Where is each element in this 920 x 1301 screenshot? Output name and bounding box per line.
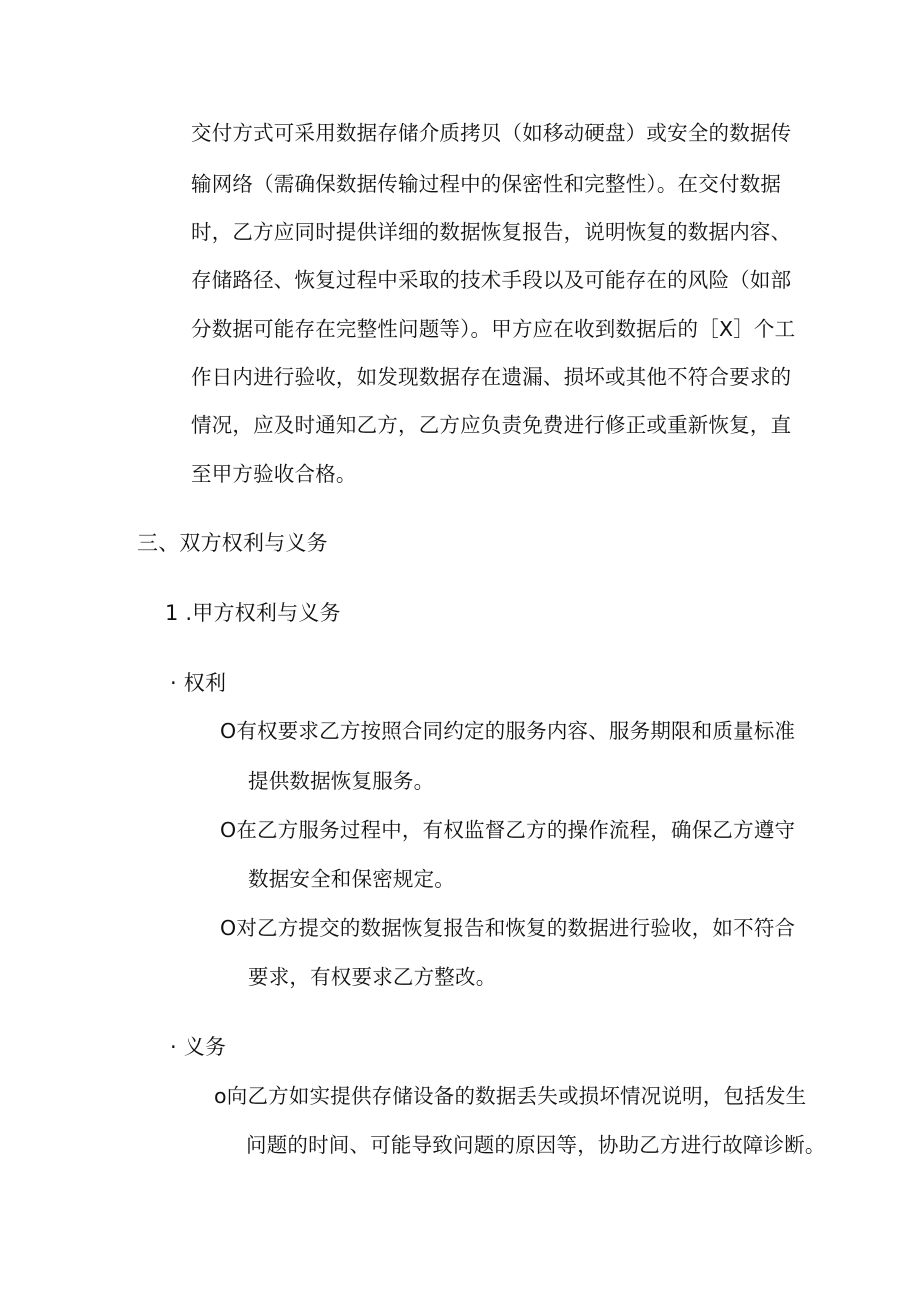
- list-item-line: 要求，有权要求乙方整改。: [248, 965, 497, 989]
- paragraph-line: 情况，应及时通知乙方，乙方应负责免费进行修正或重新恢复，直: [191, 413, 792, 437]
- list-item-line: 问题的时间、可能导致问题的原因等，协助乙方进行故障诊断。: [246, 1133, 826, 1157]
- paragraph-line: 至甲方验收合格。: [191, 462, 357, 486]
- list-item-line: o向乙方如实提供存储设备的数据丢失或损坏情况说明，包括发生: [214, 1084, 807, 1108]
- list-item-line: 数据安全和保密规定。: [248, 867, 455, 891]
- paragraph-line: 时，乙方应同时提供详细的数据恢复报告，说明恢复的数据内容、: [191, 220, 792, 244]
- list-item-line: O对乙方提交的数据恢复报告和恢复的数据进行验收，如不符合: [220, 916, 796, 940]
- paragraph-line: 分数据可能存在完整性问题等）。甲方应在收到数据后的［X］个工: [191, 317, 796, 341]
- paragraph-line: 输网络（需确保数据传输过程中的保密性和完整性）。在交付数据: [191, 172, 782, 196]
- paragraph-line: 交付方式可采用数据存储介质拷贝（如移动硬盘）或安全的数据传: [191, 121, 792, 145]
- list-item-line: O在乙方服务过程中，有权监督乙方的操作流程，确保乙方遵守: [220, 818, 796, 842]
- list-item-line: O有权要求乙方按照合同约定的服务内容、服务期限和质量标准: [220, 719, 796, 743]
- paragraph-line: 作日内进行验收，如发现数据存在遗漏、损坏或其他不符合要求的: [191, 365, 792, 389]
- paragraph-line: 存储路径、恢复过程中采取的技术手段以及可能存在的风险（如部: [191, 268, 792, 292]
- section-heading: 三、双方权利与义务: [137, 531, 328, 555]
- rights-heading: · 权利: [170, 671, 227, 695]
- list-item-line: 提供数据恢复服务。: [248, 769, 435, 793]
- obligations-heading: · 义务: [170, 1035, 227, 1059]
- subsection-heading: 1 .甲方权利与义务: [165, 601, 341, 625]
